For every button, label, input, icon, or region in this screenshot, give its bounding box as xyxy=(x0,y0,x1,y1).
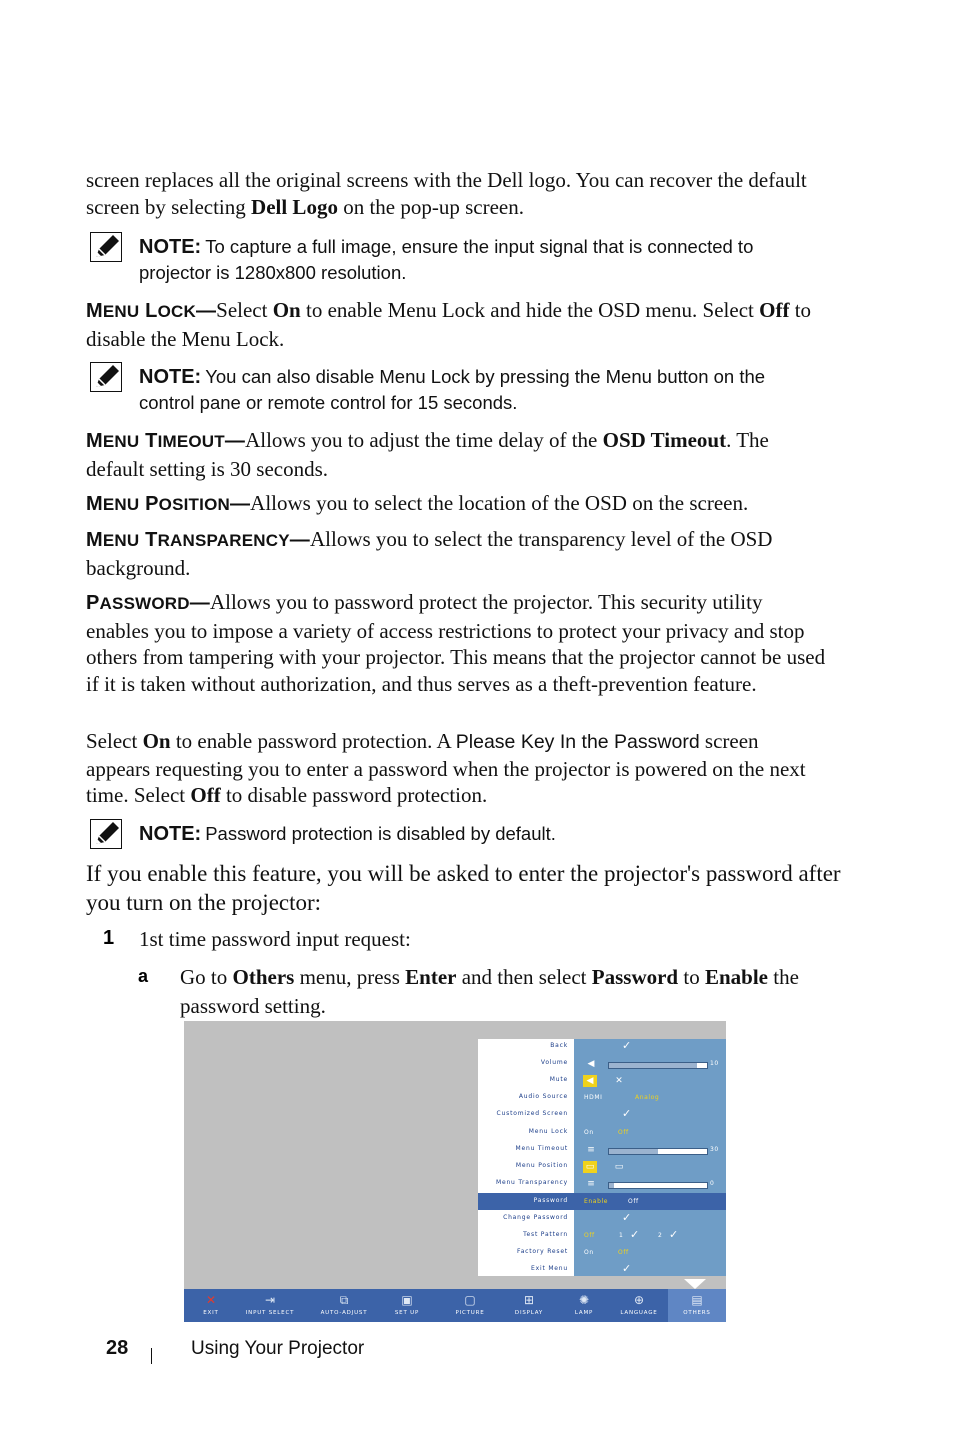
language-icon: ⊕ xyxy=(633,1293,645,1307)
toolbar-label: INPUT SELECT xyxy=(245,1310,295,1316)
check-icon: ✓ xyxy=(630,1228,640,1242)
osd-option[interactable]: 1 xyxy=(619,1232,624,1240)
check-icon: ✓ xyxy=(622,1107,632,1121)
others-menu-panel xyxy=(478,1039,726,1276)
osd-option[interactable]: Enable xyxy=(584,1197,609,1205)
transparency-icon[interactable]: ≡ xyxy=(587,1178,595,1189)
menu-transparency-heading: MENU TRANSPARENCY— xyxy=(86,529,310,551)
lamp-icon: ✺ xyxy=(578,1293,590,1307)
osd-toolbar xyxy=(184,1289,726,1322)
password-heading: PASSWORD— xyxy=(86,592,210,614)
osd-row[interactable] xyxy=(478,1262,726,1279)
osd-option[interactable]: 0 xyxy=(710,1179,715,1187)
auto-adjust-icon: ⧉ xyxy=(339,1293,349,1307)
toolbar-label: LANGUAGE xyxy=(620,1310,658,1316)
toolbar-lamp-button[interactable] xyxy=(554,1289,614,1322)
osd-option[interactable]: Analog xyxy=(635,1094,660,1102)
osd-slider[interactable] xyxy=(608,1182,708,1189)
menu-timeout-heading: MENU TIMEOUT— xyxy=(86,430,246,452)
position-screen-icon[interactable]: ▭ xyxy=(583,1161,597,1173)
position-screen-alt-icon[interactable]: ▭ xyxy=(614,1161,624,1172)
picture-icon: ▢ xyxy=(464,1293,476,1307)
osd-row-label: Menu Transparency xyxy=(495,1178,568,1186)
osd-others-menu-screenshot xyxy=(184,1021,726,1322)
toolbar-exit-button[interactable] xyxy=(181,1289,241,1322)
toolbar-label: OTHERS xyxy=(683,1310,711,1316)
osd-option[interactable]: Off xyxy=(628,1197,639,1205)
osd-slider-fill xyxy=(609,1063,697,1068)
step-a-text: Go to Others menu, press Enter and then select Password to Enable the password setting. xyxy=(180,965,799,1018)
osd-row-label: Factory Reset xyxy=(517,1248,568,1256)
osd-row[interactable] xyxy=(478,1176,726,1193)
osd-row[interactable] xyxy=(478,1090,726,1107)
osd-row-label: Customized Screen xyxy=(496,1110,568,1118)
exit-icon: ✕ xyxy=(205,1293,217,1307)
menu-position-heading: MENU POSITION— xyxy=(86,493,251,515)
mute-speaker-icon[interactable]: ◀ xyxy=(583,1075,597,1087)
page-number: 28 xyxy=(106,1337,129,1359)
osd-row-label: Password xyxy=(533,1196,568,1204)
intro-paragraph: screen replaces all the original screens with the Dell logo. You can recover the default screen by selecting Dell Logo on the pop-up screen. xyxy=(86,168,807,219)
osd-option[interactable]: Off xyxy=(618,1128,629,1136)
osd-row-label: Mute xyxy=(549,1076,568,1084)
others-icon: ▤ xyxy=(691,1293,703,1307)
menu-lock-heading: MENU LOCK— xyxy=(86,300,217,322)
muted-icon[interactable]: ✕ xyxy=(615,1076,623,1087)
menu-transparency-paragraph: MENU TRANSPARENCY—Allows you to select the transparency level of the OSD background. xyxy=(86,527,773,580)
osd-option[interactable]: 10 xyxy=(710,1060,719,1068)
osd-row[interactable] xyxy=(478,1194,726,1211)
osd-row[interactable] xyxy=(478,1245,726,1262)
osd-row-label: Audio Source xyxy=(518,1093,568,1101)
footer-divider xyxy=(151,1348,152,1364)
osd-slider[interactable] xyxy=(608,1062,708,1069)
check-icon: ✓ xyxy=(669,1228,679,1242)
toolbar-label: SET UP xyxy=(394,1310,420,1316)
osd-row[interactable] xyxy=(478,1039,726,1056)
toolbar-label: AUTO-ADJUST xyxy=(320,1310,368,1316)
osd-row[interactable] xyxy=(478,1107,726,1124)
osd-slider-fill xyxy=(609,1149,658,1154)
toolbar-input-select-button[interactable] xyxy=(240,1289,300,1322)
select-on-paragraph: Select On to enable password protection. A Please Key In the Password screen appears requesting you to enter a password when the projector is powered on the next time. Select Off to disable password protection. xyxy=(86,729,806,807)
check-icon: ✓ xyxy=(622,1039,632,1052)
toolbar-picture-button[interactable] xyxy=(440,1289,500,1322)
toolbar-others-button[interactable] xyxy=(668,1289,726,1322)
osd-row[interactable] xyxy=(478,1211,726,1228)
toolbar-label: EXIT xyxy=(203,1310,219,1316)
step-1-text: 1st time password input request: xyxy=(139,927,411,951)
osd-row[interactable] xyxy=(478,1228,726,1245)
osd-row[interactable] xyxy=(478,1142,726,1159)
menu-lock-paragraph: MENU LOCK—Select On to enable Menu Lock and hide the OSD menu. Select Off to disable the Menu Lock. xyxy=(86,298,812,351)
osd-row-label: Menu Lock xyxy=(528,1127,568,1135)
pencil-icon xyxy=(90,232,122,262)
osd-slider-fill xyxy=(609,1183,614,1188)
down-arrow-icon xyxy=(684,1279,706,1289)
osd-option[interactable]: On xyxy=(584,1249,594,1257)
display-icon: ⊞ xyxy=(523,1293,535,1307)
input-select-icon: ⇥ xyxy=(264,1293,276,1307)
pencil-icon xyxy=(90,362,122,392)
osd-option[interactable]: On xyxy=(584,1128,594,1136)
step-1-number: 1 xyxy=(103,927,115,949)
osd-row-label: Menu Timeout xyxy=(515,1144,568,1152)
osd-slider[interactable] xyxy=(608,1148,708,1155)
toolbar-auto-adjust-button[interactable] xyxy=(314,1289,374,1322)
setup-icon: ▣ xyxy=(401,1293,413,1307)
osd-row-label: Exit Menu xyxy=(531,1265,568,1273)
osd-option[interactable]: Off xyxy=(584,1232,595,1240)
toolbar-language-button[interactable] xyxy=(609,1289,669,1322)
pencil-icon xyxy=(90,819,122,849)
osd-row-label: Change Password xyxy=(503,1214,568,1221)
enable-paragraph: If you enable this feature, you will be asked to enter the projector's password after you turn on the projector: xyxy=(86,861,841,915)
footer-title: Using Your Projector xyxy=(191,1338,365,1359)
osd-row[interactable] xyxy=(478,1073,726,1090)
osd-row[interactable] xyxy=(478,1056,726,1073)
osd-row-label: Menu Position xyxy=(515,1161,568,1169)
osd-option[interactable]: HDMI xyxy=(584,1094,603,1102)
osd-option[interactable]: 30 xyxy=(710,1145,719,1153)
osd-row-label: Volume xyxy=(540,1059,568,1067)
osd-row-label: Test Pattern xyxy=(523,1231,568,1239)
speaker-icon[interactable]: ◀ xyxy=(587,1059,595,1070)
osd-option[interactable]: 2 xyxy=(658,1232,663,1240)
menu-timeout-paragraph: MENU TIMEOUT—Allows you to adjust the time delay of the OSD Timeout. The default setting is 30 seconds. xyxy=(86,428,769,481)
osd-option[interactable]: Off xyxy=(618,1249,629,1257)
osd-row[interactable] xyxy=(478,1125,726,1142)
osd-row[interactable] xyxy=(478,1159,726,1176)
toolbar-label: DISPLAY xyxy=(514,1310,544,1316)
menu-position-paragraph: MENU POSITION—Allows you to select the location of the OSD on the screen. xyxy=(86,491,749,515)
toolbar-setup-button[interactable] xyxy=(377,1289,437,1322)
check-icon: ✓ xyxy=(622,1211,632,1224)
step-a-label: a xyxy=(138,966,149,986)
toolbar-label: LAMP xyxy=(574,1310,594,1316)
osd-row-label: Back xyxy=(550,1042,568,1049)
password-paragraph: PASSWORD—Allows you to password protect the projector. This security utility enables you to impose a variety of access restrictions to protect your privacy and stop others from tampering with your projector. This means that the projector cannot be used if it is taken without authorization, and thus serves as a theft-prevention feature. xyxy=(86,590,826,696)
toolbar-display-button[interactable] xyxy=(499,1289,559,1322)
check-icon: ✓ xyxy=(622,1262,632,1276)
timer-icon[interactable]: ≡ xyxy=(587,1144,595,1155)
toolbar-label: PICTURE xyxy=(455,1310,485,1316)
